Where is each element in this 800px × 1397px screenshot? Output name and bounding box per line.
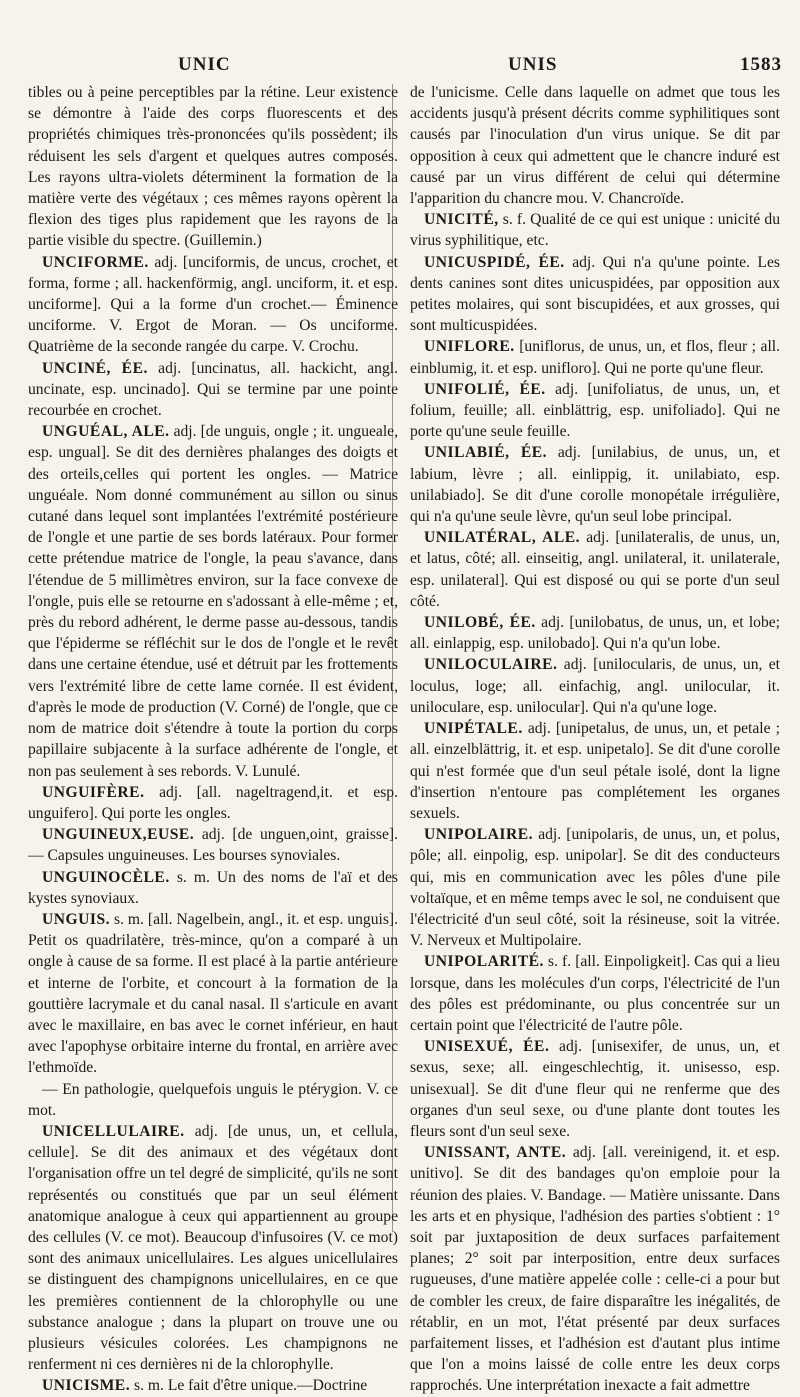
entry-text: tibles ou à peine perceptibles par la rétine. Leur existence se démontre à l'aide des corps fluorescents et des propriétés chimiques très-prononcées qu'ils possèdent; ils réduisent les sels d'argent et quelques autres composés. Les rayons ultra-violets déterminent la formation de la matière verte des végétaux ; ces mêmes rayons opèrent la flexion des tiges plus rapidement que les rayons de la partie visible du spectre. (Guillemin.) (28, 84, 398, 250)
dictionary-entry (410, 824, 780, 951)
dictionary-entry (28, 82, 398, 252)
dictionary-entry (28, 1121, 398, 1375)
entry-headword: UNIFLORE. (424, 338, 515, 356)
dictionary-entry (28, 252, 398, 358)
entry-text: adj. [unilobatus, de unus, un, et lobe; all. einlappig, esp. unilobado]. Qui n'a qu'un lobe. (410, 614, 781, 653)
entry-text: adj. [all. nageltragend,it. et esp. unguifero]. Qui porte les ongles. (28, 783, 398, 822)
entry-headword: UNICELLULAIRE. (42, 1122, 185, 1140)
dictionary-entry (28, 782, 398, 824)
entry-text: adj. [unifoliatus, de unus, un, et folium, feuille; all. einblättrig, esp. unifoliado]. Qui ne porte qu'une seule feuille. (410, 380, 780, 441)
entry-text: adj. [unilocularis, de unus, un, et loculus, loge; all. einfachig, angl. unilocular, it. uniloculare, esp. unilocular]. Qui n'a qu'une loge. (410, 656, 780, 716)
right-column (410, 82, 780, 1397)
entry-text: [uniflorus, de unus, un, et flos, fleur ; all. einblumig, it. et esp. unifloro]. Qui ne porte qu'une fleur. (410, 338, 781, 377)
entry-text: adj. [unilabius, de unus, un, et labium, lèvre ; all. einlippig, it. unilabiato, esp. unilabiado]. Se dit d'une corolle monopétale irrégulière, qui n'a qu'une seule lèvre, qu'un seul lobe principal. (410, 444, 781, 526)
running-header (0, 54, 800, 80)
page-number: 1583 (740, 54, 782, 75)
dictionary-entry (28, 867, 398, 909)
entry-text: adj. [unisexifer, de unus, un, et sexus, sexe; all. eingeschlechtig, it. unisesso, esp. unisexual]. Se dit d'une fleur qui ne renferme que des organes d'un seul sexe, ou d'une plante dont toutes les fleurs sont d'un seul sexe. (410, 1038, 780, 1140)
entry-text: s. f. Qualité de ce qui est unique : unicité du virus syphilitique, etc. (410, 211, 780, 250)
entry-headword: UNGUIFÈRE. (42, 783, 145, 801)
entry-headword: UNILATÉRAL, ALE. (424, 529, 581, 547)
entry-headword: UNISEXUÉ, ÉE. (424, 1038, 550, 1056)
header-right-word: UNIS (508, 54, 558, 75)
entry-text: s. m. [all. Nagelbein, angl., it. et esp. unguis]. Petit os quadrilatère, très-mince, qu'on a comparé à un ongle à cause de sa forme. Il est placé à la partie antérieure et interne de l'orbite, et concourt à la formation de la gouttière lacrymale et du canal nasal. Il s'articule en avant avec le maxillaire, en bas avec le cornet inférieur, en haut avec l'apophyse orbitaire interne du frontal, en arrière avec l'ethmoïde. (28, 910, 398, 1077)
entry-headword: UNILABIÉ, ÉE. (424, 444, 548, 462)
dictionary-entry (28, 909, 398, 1079)
entry-headword: UNCINÉ, ÉE. (42, 359, 148, 377)
dictionary-entry (410, 336, 780, 378)
entry-headword: UNICITÉ, (424, 211, 499, 229)
entry-text: adj. [de unguen,oint, graisse]. — Capsules unguineuses. Les bourses synoviales. (28, 826, 398, 865)
entry-text: adj. [unciformis, de uncus, crochet, et forma, forme ; all. hackenförmig, angl. unciform, it. et esp. unciforme]. Qui a la forme d'un crochet.— Éminence unciforme. V. Ergot de Moran. — Os unciforme. Quatrième de la seconde rangée du carpe. V. Crochu. (28, 253, 398, 356)
dictionary-entry (410, 612, 780, 654)
dictionary-entry (410, 379, 780, 443)
entry-text: adj. [de unguis, ongle ; it. ungueale, esp. ungual]. Se dit des dernières phalanges des doigts et des orteils,celles qui portent les ongles. — Matrice unguéale. Nom donné communément au sillon ou sinus cutané dans lequel sont implantées l'extrémité postérieure de l'ongle et une partie de ses bords latéraux. Pour former cette prétendue matrice de l'ongle, la peau s'avance, dans l'étendue de 5 millimètres environ, sur la face convexe de l'ongle, puis elle se retourne en s'adossant à elle-même ; et, près du rebord adhérent, le derme passe au-dessous, tandis que l'épiderme se réfléchit sur le dos de l'ongle et le revêt dans une certaine étendue, usé et détruit par les frottements vers l'extrémité libre de cette lame cornée. Il est évident, d'après le mode de production (V. Corné) de l'ongle, que ce nom de matrice doit s'étendre à toute la portion du corps papillaire subjacente à la surface adhérente de l'ongle, et non pas seulement à ses rebords. V. Lunulé. (28, 423, 398, 780)
entry-text: de l'unicisme. Celle dans laquelle on admet que tous les accidents jusqu'à présent décrits comme syphilitiques sont causés par l'inoculation d'un virus unique. Se dit par opposition à ceux qui admettent que le chancre induré est causé par un virus différent de celui qui détermine l'apparition du chancre mou. V. Chancroïde. (410, 84, 780, 208)
left-column (28, 82, 398, 1397)
entry-headword: UNICISME. (42, 1377, 131, 1395)
entry-headword: UNGUIS. (42, 910, 111, 928)
dictionary-entry (410, 1036, 780, 1142)
dictionary-entry (410, 82, 780, 209)
dictionary-entry (410, 252, 780, 337)
dictionary-entry (28, 358, 398, 422)
entry-headword: UNILOBÉ, ÉE. (424, 614, 536, 632)
entry-headword: UNIPÉTALE. (424, 720, 523, 738)
entry-text: adj. [unipetalus, de unus, un, et petale ; all. einzelblättrig, it. et esp. unipetalo]. Se dit d'une corolle qui n'est formée que d'un seul pétale isolé, dont la ligne d'insertion n'entoure pas complétement les organes sexuels. (410, 720, 780, 822)
dictionary-entry (410, 718, 780, 824)
entry-text: adj. Qui n'a qu'une pointe. Les dents canines sont dites unicuspidées, par opposition aux petites molaires, qui sont biscupidées, et aux grosses, qui sont multicuspidées. (410, 253, 780, 335)
entry-text: adj. [de unus, un, et cellula, cellule]. Se dit des animaux et des végétaux dont l'organisation offre un tel degré de simplicité, qu'ils ne sont représentés ou constitués que par un seul élément anatomique analogue à ceux qui appartiennent au groupe des cellules (V. ce mot). Beaucoup d'infusoires (V. ce mot) sont des animaux unicellulaires. Les algues unicellulaires se distinguent des champignons unicellulaires, en ce que les premières contiennent de la chlorophylle ou une substance analogue ; dans la plupart on trouve une ou plusieurs vésicules colorées. Les champignons ne renferment ni ces dernières ni de la chlorophylle. (28, 1122, 398, 1374)
entry-headword: UNISSANT, ANTE. (424, 1144, 567, 1162)
dictionary-entry (410, 951, 780, 1036)
text-columns (28, 82, 780, 1397)
dictionary-entry (28, 421, 398, 781)
entry-text: s. m. Le fait d'être unique.—Doctrine (134, 1377, 368, 1395)
dictionary-entry (410, 442, 780, 527)
entry-headword: UNCIFORME. (42, 253, 149, 271)
entry-headword: UNGUINOCÈLE. (42, 868, 170, 886)
entry-headword: UNILOCULAIRE. (424, 656, 558, 674)
entry-text: s. f. [all. Einpoligkeit]. Cas qui a lieu lorsque, dans les molécules d'un corps, l'électricité de l'un des pôles est prédominante, ou plus concentrée sur un certain point que l'électricité de l'autre pôle. (410, 953, 780, 1034)
entry-headword: UNICUSPIDÉ, ÉE. (424, 253, 565, 271)
entry-headword: UNGUÉAL, ALE. (42, 423, 170, 441)
dictionary-entry (28, 824, 398, 866)
dictionary-entry (28, 1079, 398, 1121)
entry-text: adj. [uncinatus, all. hackicht, angl. uncinate, esp. uncinado]. Qui se termine par une pointe recourbée en crochet. (28, 359, 398, 420)
header-left-word: UNIC (178, 54, 231, 75)
dictionary-entry (410, 209, 780, 251)
entry-text: adj. [all. vereinigend, it. et esp. unitivo]. Se dit des bandages qu'on emploie pour la réunion des plaies. V. Bandage. — Matière unissante. Dans les arts et en physique, l'adhésion des parties s'obtient : 1° soit par juxtaposition de deux surfaces parfaitement planes; 2° soit par interposition, entre deux surfaces rugueuses, d'une matière appelée colle : celle-ci a pour but de combler les creux, de faire disparaître les inégalités, de rétablir, en un mot, l'état présenté par deux surfaces parfaitement lisses, et l'adhésion est d'autant plus intime que l'on a moins laissé de colle entre les deux corps rapprochés. Une interprétation inexacte a fait admettre (410, 1144, 780, 1395)
entry-text: adj. [unipolaris, de unus, un, et polus, pôle; all. einpolig, esp. unipolar]. Se dit des conducteurs qui, mis en communication avec les pôles d'une pile voltaïque, et en même temps avec le sol, ne conduisent que l'électricité d'un seul côté, soit la résineuse, soit la vitrée. V. Nerveux et Multipolaire. (410, 826, 780, 950)
dictionary-entry (410, 527, 780, 612)
dictionary-entry (410, 654, 780, 718)
entry-headword: UNIPOLAIRE. (424, 826, 534, 844)
entry-text: — En pathologie, quelquefois unguis le ptérygion. V. ce mot. (28, 1080, 398, 1119)
entry-text: s. m. Un des noms de l'aï et des kystes synoviaux. (28, 868, 398, 907)
dictionary-entry (410, 1142, 780, 1396)
entry-text: adj. [unilateralis, de unus, un, et latus, côté; all. einseitig, angl. unilateral, it. unilaterale, esp. unilateral]. Qui est disposé ou qui se porte d'un seul côté. (410, 529, 781, 610)
entry-headword: UNIPOLARITÉ. (424, 953, 544, 971)
dictionary-entry (28, 1375, 398, 1396)
entry-headword: UNIFOLIÉ, ÉE. (424, 380, 546, 398)
entry-headword: UNGUINEUX,EUSE. (42, 826, 195, 844)
